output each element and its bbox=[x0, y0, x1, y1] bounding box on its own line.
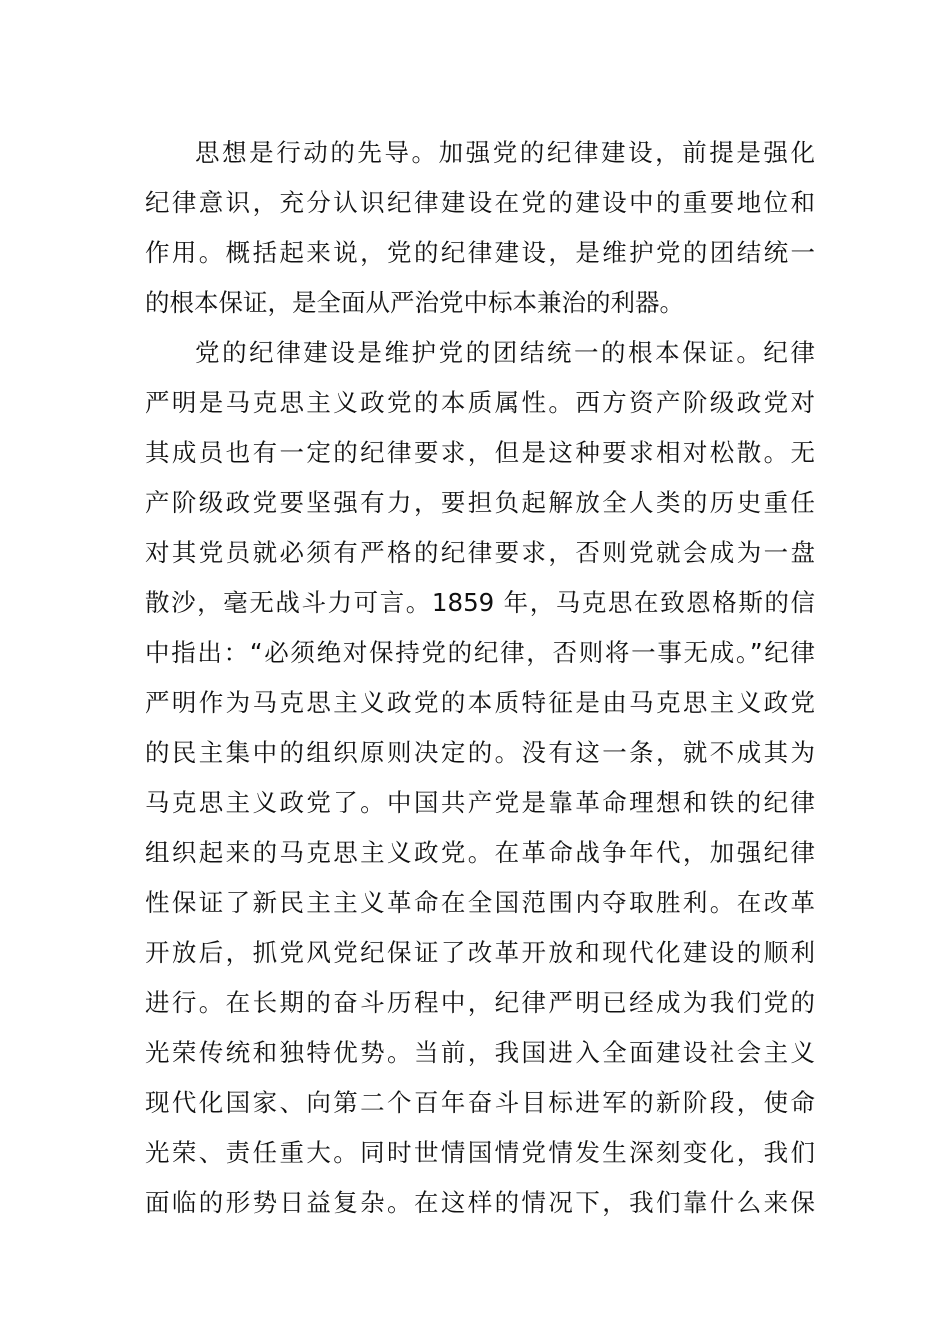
paragraph-line: 其成员也有一定的纪律要求，但是这种要求相对松散。无 bbox=[145, 438, 815, 467]
paragraph-line: 作用。概括起来说，党的纪律建设，是维护党的团结统一 bbox=[145, 238, 815, 267]
paragraph-1 bbox=[145, 128, 815, 328]
paragraph-line: 的民主集中的组织原则决定的。没有这一条，就不成其为 bbox=[145, 738, 815, 767]
document-body bbox=[145, 128, 815, 1228]
paragraph-line: 纪律意识，充分认识纪律建设在党的建设中的重要地位和 bbox=[145, 188, 815, 217]
paragraph-line: 开放后，抓党风党纪保证了改革开放和现代化建设的顺利 bbox=[145, 938, 815, 967]
paragraph-line: 严明作为马克思主义政党的本质特征是由马克思主义政党 bbox=[145, 688, 815, 717]
paragraph-line: 面临的形势日益复杂。在这样的情况下，我们靠什么来保 bbox=[145, 1188, 815, 1217]
paragraph-line: 性保证了新民主主义革命在全国范围内夺取胜利。在改革 bbox=[145, 888, 815, 917]
paragraph-line: 光荣传统和独特优势。当前，我国进入全面建设社会主义 bbox=[145, 1038, 815, 1067]
paragraph-line: 散沙，毫无战斗力可言。1859 年，马克思在致恩格斯的信 bbox=[145, 588, 815, 617]
paragraph-line: 中指出：“必须绝对保持党的纪律，否则将一事无成。”纪律 bbox=[145, 638, 815, 667]
paragraph-line: 现代化国家、向第二个百年奋斗目标进军的新阶段，使命 bbox=[145, 1088, 815, 1117]
paragraph-line: 组织起来的马克思主义政党。在革命战争年代，加强纪律 bbox=[145, 838, 815, 867]
paragraph-line: 思想是行动的先导。加强党的纪律建设，前提是强化 bbox=[195, 138, 815, 167]
paragraph-line: 产阶级政党要坚强有力，要担负起解放全人类的历史重任 bbox=[145, 488, 815, 517]
paragraph-line: 进行。在长期的奋斗历程中，纪律严明已经成为我们党的 bbox=[145, 988, 815, 1017]
paragraph-line: 的根本保证，是全面从严治党中标本兼治的利器。 bbox=[145, 288, 684, 317]
paragraph-line: 对其党员就必须有严格的纪律要求，否则党就会成为一盘 bbox=[145, 538, 815, 567]
paragraph-2 bbox=[145, 328, 815, 1228]
paragraph-line: 马克思主义政党了。中国共产党是靠革命理想和铁的纪律 bbox=[145, 788, 815, 817]
paragraph-line: 光荣、责任重大。同时世情国情党情发生深刻变化，我们 bbox=[145, 1138, 815, 1167]
paragraph-line: 严明是马克思主义政党的本质属性。西方资产阶级政党对 bbox=[145, 388, 815, 417]
paragraph-line: 党的纪律建设是维护党的团结统一的根本保证。纪律 bbox=[195, 338, 815, 367]
